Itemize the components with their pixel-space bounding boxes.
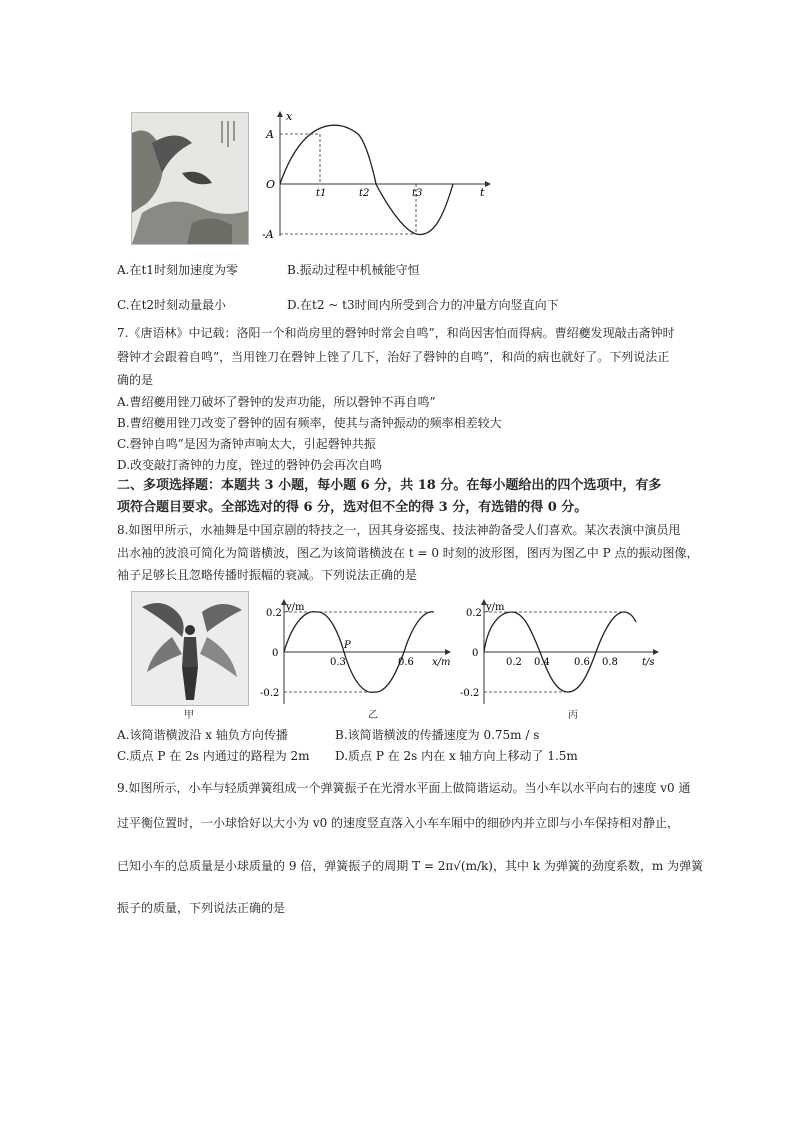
q9-line1: 9.如图所示，小车与轻质弹簧组成一个弹簧振子在光滑水平面上做简谐运动。当小车以水平向右的速度 v0 通 [117, 781, 691, 795]
section2-heading-line1: 二、多项选择题：本题共 3 小题，每小题 6 分，共 18 分。在每小题给出的四个选项中，有多 [117, 478, 662, 493]
q6-option-d: D.在t2 ~ t3时间内所受到合力的冲量方向竖直向下 [287, 298, 559, 312]
label-yi: 乙 [368, 710, 378, 721]
xt-label-neg-a: -A [262, 228, 274, 241]
bing-xlabel: t/s [642, 657, 655, 668]
q8-stem-line3: 袖子足够长且忽略传播时振幅的衰减。下列说法正确的是 [117, 568, 418, 582]
q8-option-d: D.质点 P 在 2s 内在 x 轴方向上移动了 1.5m [335, 749, 578, 763]
yi-x-b: 0.6 [398, 657, 414, 668]
q6-option-a: A.在t1时刻加速度为零 [117, 263, 238, 277]
yi-y-bot: -0.2 [260, 688, 280, 699]
q6-option-b: B.振动过程中机械能守恒 [287, 263, 420, 277]
painting-image [131, 112, 249, 245]
xt-sine-curve [280, 125, 453, 234]
xt-label-a: A [266, 128, 274, 141]
xt-label-t: t [480, 186, 485, 199]
dancer-image [131, 591, 249, 706]
q8-stem-line2: 出水袖的波浪可简化为简谐横波，图乙为该简谐横波在 t = 0 时刻的波形图，图丙为图乙中 P 点的振动图像， [117, 546, 699, 560]
bing-y-zero: 0 [472, 648, 479, 659]
bing-y-top: 0.2 [466, 608, 482, 619]
q9-line2: 过平衡位置时，一小球恰好以大小为 v0 的速度竖直落入小车车厢中的细砂内并立即与小车保持相对静止， [117, 816, 680, 830]
q8-stem-line1: 8.如图甲所示，水袖舞是中国京剧的特技之一，因其身姿摇曳、技法神韵备受人们喜欢。某次表演中演员甩 [117, 523, 681, 537]
bing-t-c: 0.6 [574, 657, 590, 668]
yi-ylabel: y/m [286, 602, 305, 613]
yi-x-a: 0.3 [330, 657, 346, 668]
q8-option-a: A.该简谐横波沿 x 轴负方向传播 [117, 728, 288, 742]
q8-option-c: C.质点 P 在 2s 内通过的路程为 2m [117, 749, 310, 763]
q7-stem-line3: 确的是 [117, 373, 154, 387]
xt-label-t3: t3 [412, 188, 423, 199]
label-bing: 丙 [568, 710, 578, 721]
bing-ylabel: y/m [486, 602, 505, 613]
q7-option-d: D.改变敲打斋钟的力度，锉过的磬钟仍会再次自鸣 [117, 458, 383, 472]
q7-option-b: B.曹绍夔用锉刀改变了磬钟的固有频率，使其与斋钟振动的频率相差较大 [117, 416, 502, 430]
wave-graph-yi [258, 598, 458, 708]
label-jia: 甲 [184, 710, 194, 721]
bing-t-d: 0.8 [602, 657, 618, 668]
bing-t-b: 0.4 [534, 657, 550, 668]
q8-option-b: B.该简谐横波的传播速度为 0.75m / s [335, 728, 540, 742]
yi-xlabel: x/m [432, 657, 451, 668]
q7-option-a: A.曹绍夔用锉刀破坏了磬钟的发声功能，所以磬钟不再自鸣” [117, 395, 436, 409]
xt-label-x: x [286, 110, 293, 123]
yi-y-top: 0.2 [266, 608, 282, 619]
yi-point-p: P [344, 640, 351, 651]
xt-label-o: O [266, 178, 276, 191]
q9-line3: 已知小车的总质量是小球质量的 9 倍，弹簧振子的周期 T = 2π√(m/k)，其中 k 为弹簧的劲度系数，m 为弹簧 [117, 859, 704, 873]
section2-heading-line2: 项符合题目要求。全部选对的得 6 分，选对但不全的得 3 分，有选错的得 0 分。 [117, 500, 588, 515]
xt-label-t2: t2 [359, 188, 370, 199]
q7-stem-line2: 磬钟才会跟着自鸣”，当用锉刀在磬钟上锉了几下，治好了磬钟的自鸣”，和尚的病也就好了。下列说法正 [117, 350, 670, 364]
q7-option-c: C.磬钟自鸣”是因为斋钟声响太大，引起磬钟共振 [117, 437, 376, 451]
xt-label-t1: t1 [316, 188, 327, 199]
bing-y-bot: -0.2 [460, 688, 480, 699]
q7-stem-line1: 7.《唐语林》中记载：洛阳一个和尚房里的磬钟时常会自鸣”，和尚因害怕而得病。曹绍夔发现敲击斋钟时 [117, 326, 675, 340]
q6-option-c: C.在t2时刻动量最小 [117, 298, 227, 312]
wave-graph-bing [458, 598, 668, 708]
xt-graph [258, 108, 498, 243]
bing-t-a: 0.2 [506, 657, 522, 668]
q9-line4: 振子的质量，下列说法正确的是 [117, 901, 286, 915]
yi-y-zero: 0 [272, 648, 279, 659]
